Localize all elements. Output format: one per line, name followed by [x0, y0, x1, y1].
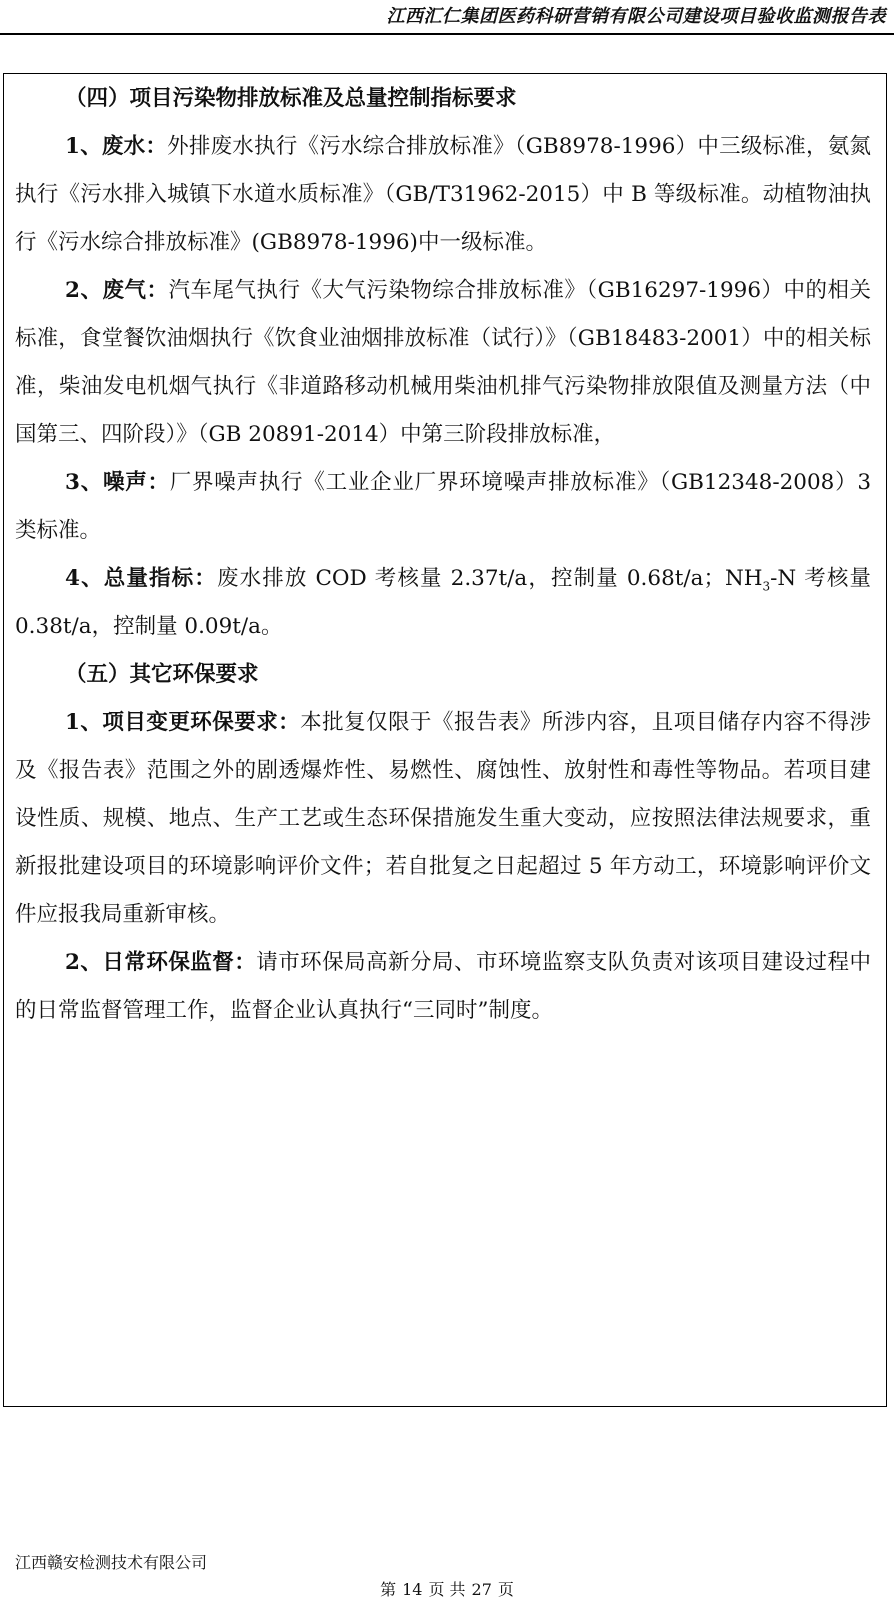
noise-label: 3、噪声：	[65, 470, 170, 495]
footer-company-name: 江西赣安检测技术有限公司	[15, 1553, 208, 1572]
waste-gas-label: 2、废气：	[65, 278, 169, 303]
report-header-title: 江西汇仁集团医药科研营销有限公司建设项目验收监测报告表	[386, 6, 886, 27]
header-rule	[0, 33, 894, 35]
page-suffix: 页	[497, 1580, 514, 1599]
total-indicator-text-a: 废水排放 COD 考核量 2.37t/a，控制量 0.68t/a；NH	[216, 566, 763, 591]
section-5-heading: （五）其它环保要求	[65, 662, 259, 687]
wastewater-label: 1、废水：	[65, 134, 168, 159]
total-indicator-text-b: -N 考核量 0.38t/a，控制量 0.09t/a。	[15, 566, 871, 639]
waste-gas-paragraph	[15, 267, 871, 459]
total-pages: 27	[471, 1580, 492, 1599]
project-change-text: 本批复仅限于《报告表》所涉内容，且项目储存内容不得涉及《报告表》范围之外的剧透爆炸性、易燃性、腐蚀性、放射性和毒性等物品。若项目建设性质、规模、地点、生产工艺或生态环保措施发生重大变动，应按照法律法规要求，重新报批建设项目的环境影响评价文件；若自批复之日起超过 5 年方动工，环境影响评价文件应报我局重新审核。	[15, 710, 871, 927]
wastewater-paragraph	[15, 123, 871, 267]
daily-supervision-paragraph	[15, 939, 871, 1035]
page-prefix: 第	[380, 1580, 397, 1599]
current-page: 14	[402, 1580, 423, 1599]
noise-text: 厂界噪声执行《工业企业厂界环境噪声排放标准》（GB12348-2008）3 类标准。	[15, 470, 872, 543]
document-body	[15, 75, 871, 1035]
section-4-heading: （四）项目污染物排放标准及总量控制指标要求	[65, 86, 517, 111]
project-change-label: 1、项目变更环保要求：	[65, 710, 301, 735]
page-mid: 页 共	[428, 1580, 466, 1599]
total-indicator-label: 4、总量指标：	[65, 566, 217, 591]
noise-paragraph	[15, 459, 871, 555]
ammonia-subscript: 3	[762, 579, 771, 594]
daily-supervision-label: 2、日常环保监督：	[65, 950, 257, 975]
waste-gas-text: 汽车尾气执行《大气污染物综合排放标准》（GB16297-1996）中的相关标准，食堂餐饮油烟执行《饮食业油烟排放标准（试行）》（GB18483-2001）中的相关标准，柴油发电机烟气执行《非道路移动机械用柴油机排气污染物排放限值及测量方法（中国第三、四阶段）》（GB 20891-2014）中第三阶段排放标准，	[15, 278, 871, 447]
daily-supervision-text: 请市环保局高新分局、市环境监察支队负责对该项目建设过程中的日常监督管理工作，监督企业认真执行“三同时”制度。	[15, 950, 871, 1023]
project-change-paragraph	[15, 699, 871, 939]
wastewater-text: 外排废水执行《污水综合排放标准》（GB8978-1996）中三级标准，氨氮执行《污水排入城镇下水道水质标准》（GB/T31962-2015）中 B 等级标准。动植物油执行《污水综合排放标准》(GB8978-1996)中一级标准。	[15, 134, 871, 255]
total-indicator-paragraph	[15, 555, 871, 651]
page-number	[0, 1577, 894, 1600]
